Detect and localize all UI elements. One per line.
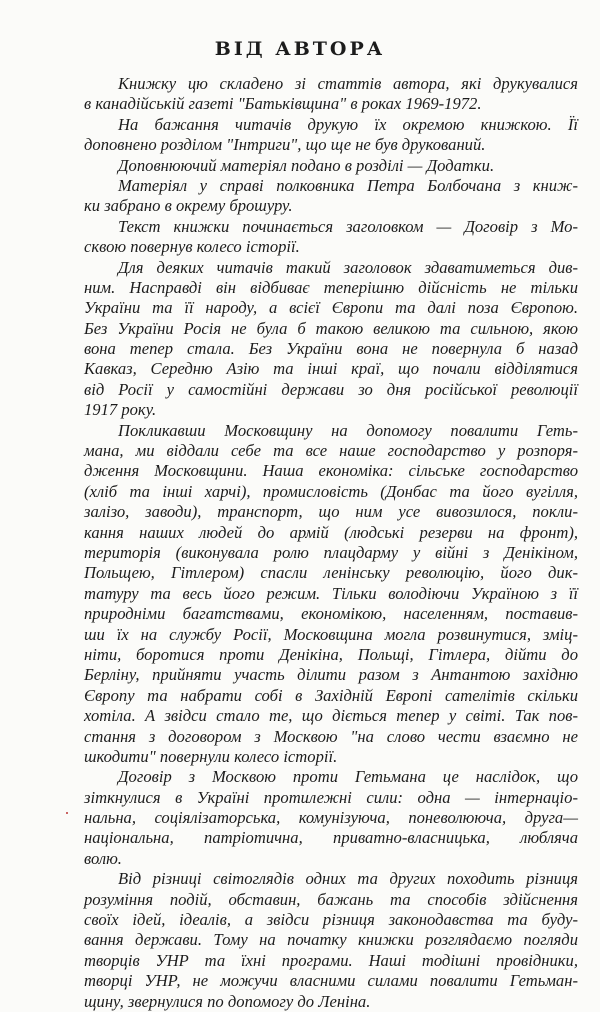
text-line: дження Московщини. Наша економіка: сільське господарство [84, 461, 578, 481]
text-line: Для деяких читачів такий заголовок здаватиметься див- [118, 257, 578, 277]
text-line: зіткнулися в Україні протилежні сили: одна — інтернаціо- [84, 787, 578, 807]
text-line: розуміння подій, обставин, бажань та способів здійснення [84, 889, 578, 909]
text-line: (хліб та інші харчі), промисловість (Донбас та його вугілля, [84, 481, 578, 501]
paragraph [84, 421, 578, 768]
text-line: Матеріял у справі полковника Петра Болбочана з книж- [118, 175, 578, 195]
text-line: вона тепер стала. Без України вона не повернула б назад [84, 339, 578, 359]
text-line: Європу та набрати собі в Західній Европі сателітів скільки [84, 685, 578, 705]
text-line: територія (виконувала ролю плацдарму у війні з Денікіном, [84, 542, 578, 562]
text-line: мана, ми віддали себе та все наше господарство у розпоря- [84, 441, 578, 461]
text-line: Книжку цю складено зі статтів автора, які друкувалися [118, 74, 578, 93]
text-line: Берліну, прийняти участь ділити разом з Антантою західню [84, 665, 578, 685]
text-line: творці УНР, не можучи власними силами повалити Гетьман- [84, 971, 578, 991]
text-line: татуру та весь його режим. Тільки володіючи Україною з її [84, 583, 578, 603]
text-line: природніми багатствами, економікою, населенням, поставив- [84, 604, 578, 624]
paragraph [84, 258, 578, 421]
text-line: Договір з Москвою проти Гетьмана це наслідок, що [118, 767, 578, 787]
text-line: ки забрано в окрему брошуру. [84, 196, 293, 216]
text-line: кання наших людей до армій (людські резерви на фронт), [84, 522, 578, 542]
text-line: нальна, соціялізаторська, комунізуюча, поневолююча, друга— [84, 808, 578, 828]
text-line: своїх ідей, ідеалів, а звідси різниця законодавства та буду- [84, 910, 578, 930]
text-line: доповнено розділом "Інтриги", що ще не був друкований. [84, 135, 486, 155]
paragraph [84, 176, 578, 217]
text-line: На бажання читачів друкую їх окремою книжкою. Її [118, 114, 578, 134]
text-line: Покликавши Московщину на допомогу повалити Геть- [118, 420, 578, 440]
text-line: Доповнюючий матеріял подано в розділі — Додатки. [118, 155, 495, 175]
text-line: ніти, боротися проти Денікіна, Польщі, Гітлера, дійти до [84, 644, 578, 664]
text-line: ши їх на службу Росії, Московщина могла розвинутися, зміц- [84, 624, 578, 644]
text-line: хотіла. А звідси стало те, що діється тепер у світі. Так пов- [84, 706, 578, 726]
paragraph [84, 869, 578, 1012]
text-line: творців УНР та їхні програми. Наші тодішні провідники, [84, 950, 578, 970]
text-line: в канадійській газеті "Батьківщина" в роках 1969-1972. [84, 94, 482, 114]
paragraph [84, 217, 578, 258]
text-line: національна, патріотична, приватно-власницька, любляча [84, 828, 578, 848]
text-line: шкодити" повернули колесо історії. [84, 746, 338, 766]
text-line: 1917 року. [84, 400, 157, 420]
paragraph [84, 115, 578, 156]
text-line: Польщею, Гітлером) спасли ленінську революцію, його дик- [84, 563, 578, 583]
ink-dot [66, 812, 68, 814]
paragraph [84, 74, 578, 115]
text-line: Від різниці світоглядів одних та других походить різниця [118, 869, 578, 889]
text-line: Кавказ, Середню Азію та інші краї, що почали відділятися [84, 359, 578, 379]
text-line: ним. Насправді він відбиває теперішню дійсність не тільки [84, 277, 578, 297]
paragraph [84, 156, 578, 176]
text-line: вання держави. Тому на початку книжки розглядаємо погляди [84, 930, 578, 950]
paragraph [84, 767, 578, 869]
text-line: Текст книжки починається заголовком — Договір з Мо- [118, 216, 578, 236]
text-line: сквою повернув колесо історії. [84, 237, 300, 257]
page-title: ВІД АВТОРА [214, 38, 386, 60]
text-line: залізо, заводи), транспорт, що ним усе вивозилося, покли- [84, 502, 578, 522]
text-line: волю. [84, 848, 122, 868]
text-line: Без України Росія не була б такою великою та сильною, якою [84, 318, 578, 338]
document-body [84, 74, 578, 1012]
text-line: стання з договором з Москвою "на слово чести взаємно не [84, 726, 578, 746]
text-line: від Росії у самостійні держави зо дня російської революції [84, 379, 578, 399]
text-line: України та її народу, а всієї Європи та далі поза Європою. [84, 298, 578, 318]
text-line: щину, звернулися по допомогу до Леніна. [84, 991, 371, 1011]
